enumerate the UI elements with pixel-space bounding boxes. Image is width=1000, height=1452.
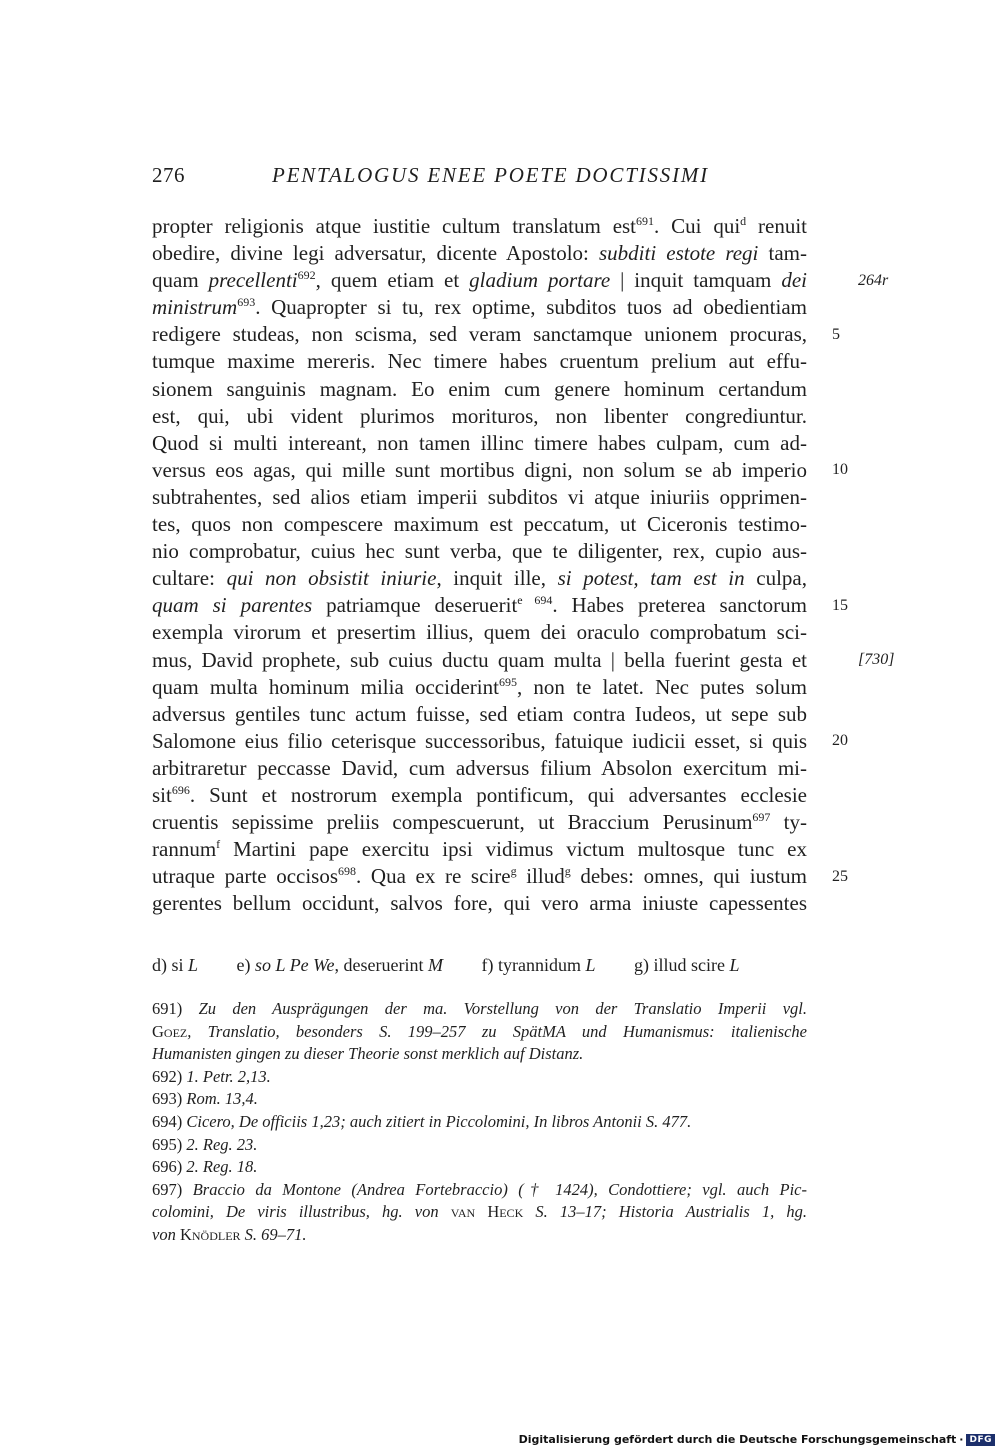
text-line: redigere studeas, non scisma, sed veram sanctamque unionem procuras, [152,322,807,347]
margin-folio-ref: [730] [858,651,895,668]
text-line: subtrahentes, sed alios etiam imperii subditos vi atque iniuriis opprimen- [152,484,807,509]
page-number: 276 [152,163,185,187]
footnote-line: 695) 2. Reg. 23. [152,1134,258,1154]
text-line: quam si parentes patriamque deseruerit$^{e 694}$. Habes preterea sanctorum [152,593,808,618]
text-line: quam precellenti$^{692}$, quem etiam et gladium portare | inquit tamquam dei [152,268,807,293]
footnote-line: 693) Rom. 13,4. [152,1089,258,1109]
digitization-notice: Digitalisierung gefördert durch die Deutsche Forschungsgemeinschaft [518,1433,957,1446]
footnote-line: 694) Cicero, De officiis 1,23; auch zitiert in Piccolomini, In libros Antonii S. 477. [152,1111,692,1131]
apparatus-entry: d) si L [152,955,199,975]
text-line: Quod si multi intereant, non tamen illinc timere habes culpam, cum ad- [152,430,807,455]
apparatus-entry: e) so L Pe We, deseruerint M [236,955,443,975]
text-line: tumque maxime mereris. Nec timere habes cruentum prelium aut effu- [152,349,807,374]
text-line: est, qui, ubi vident plurimos morituros, non libenter congrediuntur. [152,403,807,428]
text-line: Salomone eius filio ceterisque successoribus, fatuique iudicii esset, si quis [152,728,807,753]
margin-folio-ref: 264r [858,272,889,289]
margin-line-number: 15 [832,597,848,614]
critical-apparatus [152,955,812,976]
margin-line-number: 10 [832,461,848,478]
text-line: tes, quos non compescere maximum est peccatum, ut Ciceronis testimo- [152,512,807,537]
margin-line-number: 5 [832,326,840,343]
footnote-line: Humanisten gingen zu dieser Theorie sonst merklich auf Distanz. [152,1044,584,1064]
footnote-line: von Knödler S. 69–71. [152,1224,307,1244]
text-line: nio comprobatur, cuius hec sunt verba, que te diligenter, rex, cupio aus- [152,539,807,564]
text-line: rannum$^f$ Martini pape exercitu ipsi vidimus victum multosque tunc ex [152,837,807,862]
text-line: adversus gentiles tunc actum fuisse, sed etiam contra Iudeos, ut sepe sub [152,701,807,726]
margin-line-number: 25 [832,868,848,885]
text-line: utraque parte occisos$^{698}$. Qua ex re scire$^g$ illud$^g$ debes: omnes, qui iustum [152,864,807,889]
text-line: mus, David prophete, sub cuius ductu quam multa | bella fuerint gesta et [152,647,807,672]
footnote-line: colomini, De viris illustribus, hg. von van Heck S. 13–17; Historia Austrialis 1, hg. [152,1202,808,1222]
text-line: versus eos agas, qui mille sunt mortibus digni, non solum se ab imperio [152,457,807,482]
footnote-line: 691) Zu den Ausprägungen der ma. Vorstellung von der Translatio Imperii vgl. [152,999,808,1018]
text-line: propter religionis atque iustitie cultum translatum est$^{691}$. Cui qui$^d$ renuit [152,214,808,238]
main-text [152,213,807,917]
digitization-banner: Digitalisierung gefördert durch die Deutsche Forschungsgemeinschaft · DFG [519,1433,995,1446]
running-title: PENTALOGUS ENEE POETE DOCTISSIMI [272,163,709,187]
dfg-logo: DFG [966,1434,995,1446]
text-line: obedire, divine legi adversatur, dicente Apostolo: subditi estote regi tam- [152,241,807,266]
apparatus-entry: g) illud scire L [633,955,740,975]
text-line: ministrum$^{693}$. Quapropter si tu, rex optime, subditos tuos ad obedientiam [152,295,807,320]
text-line: arbitraretur peccasse David, cum adversus filium Absolon exercitum mi- [152,755,807,780]
text-line: cultare: qui non obsistit iniurie, inquit ille, si potest, tam est in culpa, [152,566,807,591]
text-line: gerentes bellum occidunt, salvos fore, qui vero arma iniuste capessentes [152,891,807,916]
text-line: quam multa hominum milia occiderint$^{695}$, non te latet. Nec putes solum [152,674,807,699]
footnotes [152,998,807,1247]
text-line: sit$^{696}$. Sunt et nostrorum exempla pontificum, qui adversantes ecclesie [152,782,807,807]
text-line: exempla virorum et presertim illius, quem dei oraculo comprobatum sci- [152,620,807,645]
text-line: sionem sanguinis magnam. Eo enim cum genere hominum certandum [152,376,807,401]
footnote-line: 692) 1. Petr. 2,13. [152,1066,271,1086]
footnote-line: Goez, Translatio, besonders S. 199–257 zu SpätMA und Humanismus: italienische [152,1021,807,1041]
running-header [152,163,812,193]
footnote-line: 696) 2. Reg. 18. [152,1157,258,1177]
apparatus-entry: f) tyrannidum L [481,955,596,975]
footnote-line: 697) Braccio da Montone (Andrea Fortebraccio) († 1424), Condottiere; vgl. auch Pic- [152,1179,807,1199]
margin-line-number: 20 [832,732,848,749]
text-line: cruentis sepissime preliis compescuerunt, ut Braccium Perusinum$^{697}$ ty- [152,810,808,835]
